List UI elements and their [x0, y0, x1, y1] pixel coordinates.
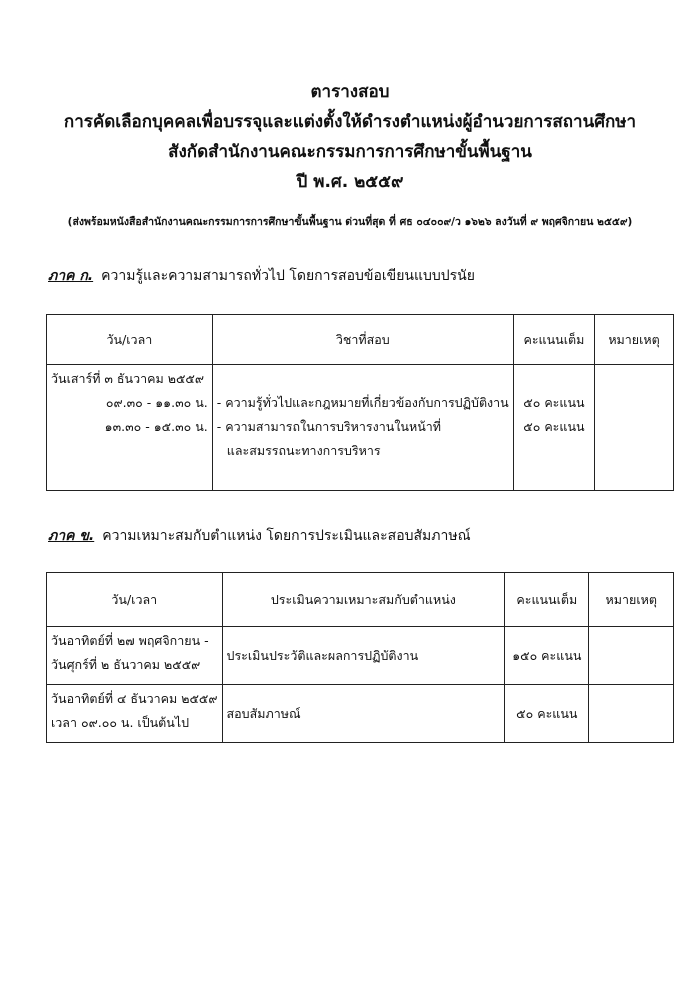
subject-1: - ความรู้ทั่วไปและกฎหมายที่เกี่ยวข้องกับการปฏิบัติงาน	[216, 395, 509, 410]
part-a-heading	[48, 266, 475, 286]
assessment-cell: ประเมินประวัติและผลการปฏิบัติงาน	[222, 627, 505, 685]
subject-2-cont: และสมรรถนะทางการบริหาร	[226, 443, 381, 458]
doc-subtitle-2: สังกัดสำนักงานคณะกรรมการการศึกษาขั้นพื้นฐาน	[168, 142, 532, 162]
exam-time-1: ๐๙.๓๐ - ๑๑.๓๐ น.	[105, 395, 208, 410]
part-a-title: ความรู้และความสามารถทั่วไป โดยการสอบข้อเขียนแบบปรนัย	[101, 268, 475, 284]
col-remark: หมายเหตุ	[595, 315, 674, 365]
date-line-1: วันอาทิตย์ที่ ๔ ธันวาคม ๒๕๕๙	[51, 691, 218, 706]
subject-cell	[212, 365, 513, 491]
date-line-2: วันศุกร์ที่ ๒ ธันวาคม ๒๕๕๙	[51, 657, 201, 672]
table-row	[47, 627, 674, 685]
assessment-cell: สอบสัมภาษณ์	[222, 685, 505, 743]
table-row	[47, 365, 674, 491]
score-cell: ๕๐ คะแนน	[505, 685, 589, 743]
remark-cell	[589, 627, 674, 685]
remark-cell	[595, 365, 674, 491]
col-assessment: ประเมินความเหมาะสมกับตำแหน่ง	[222, 573, 505, 627]
col-datetime: วัน/เวลา	[47, 573, 223, 627]
remark-cell	[589, 685, 674, 743]
col-score: คะแนนเต็ม	[505, 573, 589, 627]
doc-subtitle-1: การคัดเลือกบุคคลเพื่อบรรจุและแต่งตั้งให้ดำรงตำแหน่งผู้อำนวยการสถานศึกษา	[63, 112, 637, 132]
col-remark: หมายเหตุ	[589, 573, 674, 627]
doc-title: ตารางสอบ	[310, 82, 390, 102]
part-b-table	[46, 572, 674, 743]
datetime-cell	[47, 365, 213, 491]
part-a-label: ภาค ก.	[48, 268, 94, 284]
exam-date: วันเสาร์ที่ ๓ ธันวาคม ๒๕๕๙	[51, 371, 205, 386]
part-a-table	[46, 314, 674, 491]
doc-year: ปี พ.ศ. ๒๕๕๙	[296, 172, 404, 192]
table-row	[47, 685, 674, 743]
table-header-row	[47, 315, 674, 365]
datetime-cell	[47, 627, 223, 685]
datetime-cell	[47, 685, 223, 743]
date-line-1: วันอาทิตย์ที่ ๒๗ พฤศจิกายน -	[51, 633, 209, 648]
col-score: คะแนนเต็ม	[513, 315, 594, 365]
exam-time-2: ๑๓.๓๐ - ๑๕.๓๐ น.	[104, 419, 208, 434]
part-b-heading	[48, 526, 471, 546]
subject-2: - ความสามารถในการบริหารงานในหน้าที่	[216, 419, 442, 434]
score-cell	[513, 365, 594, 491]
reference-note: (ส่งพร้อมหนังสือสำนักงานคณะกรรมการการศึกษาขั้นพื้นฐาน ด่วนที่สุด ที่ ศธ ๐๔๐๐๙/ว ๑๖๒๖ ลงวันที่ ๙ พฤศจิกายน ๒๕๕๙)	[67, 216, 633, 228]
score-2: ๕๐ คะแนน	[523, 419, 585, 434]
col-datetime: วัน/เวลา	[47, 315, 213, 365]
part-b-label: ภาค ข.	[48, 528, 95, 544]
part-b-title: ความเหมาะสมกับตำแหน่ง โดยการประเมินและสอบสัมภาษณ์	[102, 528, 471, 544]
table-header-row	[47, 573, 674, 627]
date-line-2: เวลา ๐๙.๐๐ น. เป็นต้นไป	[51, 715, 190, 730]
col-subject: วิชาที่สอบ	[212, 315, 513, 365]
score-1: ๕๐ คะแนน	[523, 395, 585, 410]
score-cell: ๑๕๐ คะแนน	[505, 627, 589, 685]
